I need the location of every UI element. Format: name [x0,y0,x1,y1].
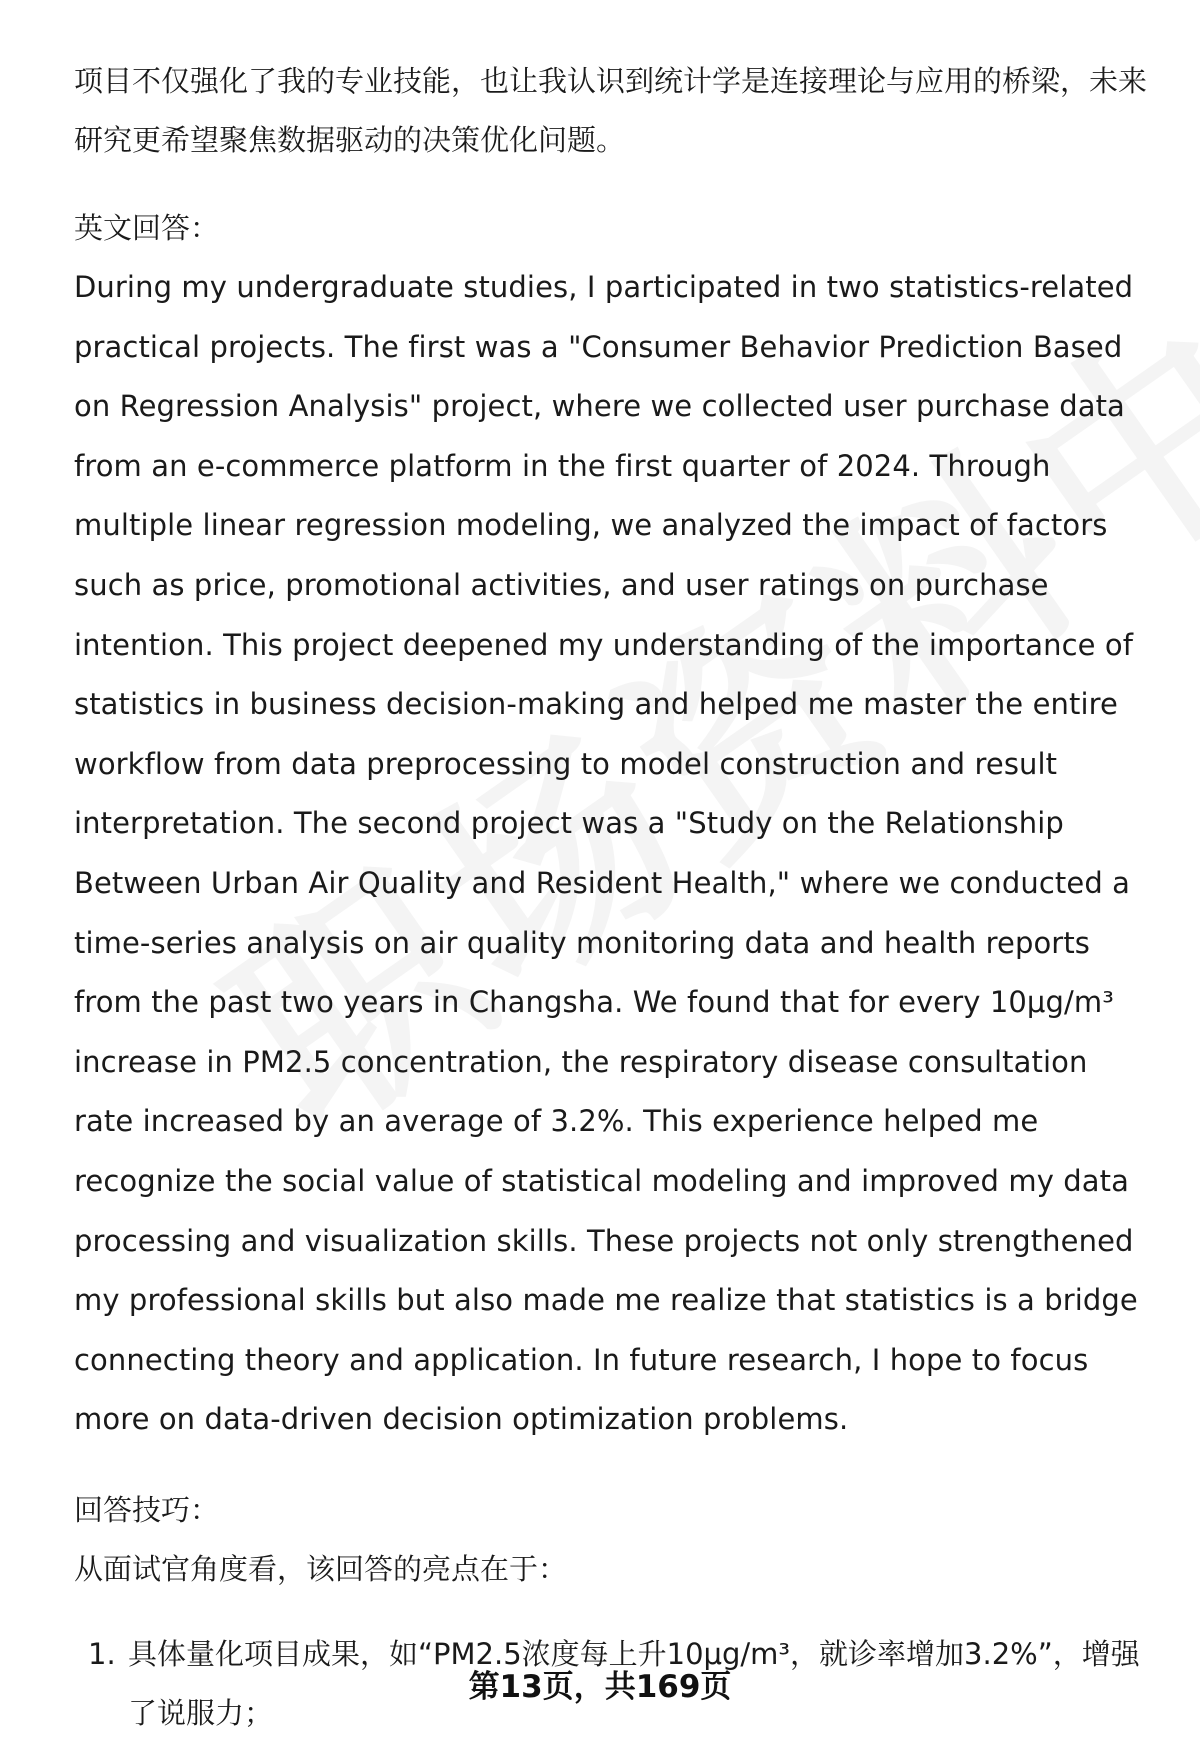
page-indicator: 第13页，共169页 [468,1669,732,1705]
list-item-number: 1. [88,1636,116,1671]
spacer [74,170,1154,199]
tips-intro: 从面试官角度看，该回答的亮点在于： [74,1551,568,1586]
english-answer-paragraph: During my undergraduate studies, I participated in two statistics-related practical projects. The first was a "Consumer Behavior Prediction Based on Regression Analysis" project, where we collected user purchase data from an e-commerce platform in the first quarter of 2024. Through multiple linear regression modeling, we analyzed the impact of factors such as price, promotional activities, and user ratings on purchase intention. This project deepened my understanding of the importance of statistics in business decision-making and helped me master the entire workflow from data preprocessing to model construction and result interpretation. The second project was a "Study on the Relationship Between Urban Air Quality and Resident Health," where we conducted a time-series analysis on air quality monitoring data and health reports from the past two years in Changsha. We found that for every 10μg/m³ increase in PM2.5 concentration, the respiratory disease consultation rate increased by an average of 3.2%. This experience helped me recognize the social value of statistical modeling and improved my data processing and visualization skills. These projects not only strengthened my professional skills but also made me realize that statistics is a bridge connecting theory and application. In future research, I hope to focus more on data-driven decision optimization problems. [74,270,1138,1437]
intro-continuation-paragraph: 项目不仅强化了我的专业技能，也让我认识到统计学是连接理论与应用的桥梁，未来研究更希望聚焦数据驱动的决策优化问题。 [74,64,1148,157]
list-item-text: 具体量化项目成果，如“PM2.5浓度每上升10μg/m³，就诊率增加3.2%”，增强了说服力； [128,1636,1140,1730]
tips-label: 回答技巧： [74,1492,220,1527]
spacer [74,1599,1154,1625]
document-page [74,52,1154,1743]
spacer [74,1450,1154,1481]
english-answer-label: 英文回答： [74,211,220,245]
